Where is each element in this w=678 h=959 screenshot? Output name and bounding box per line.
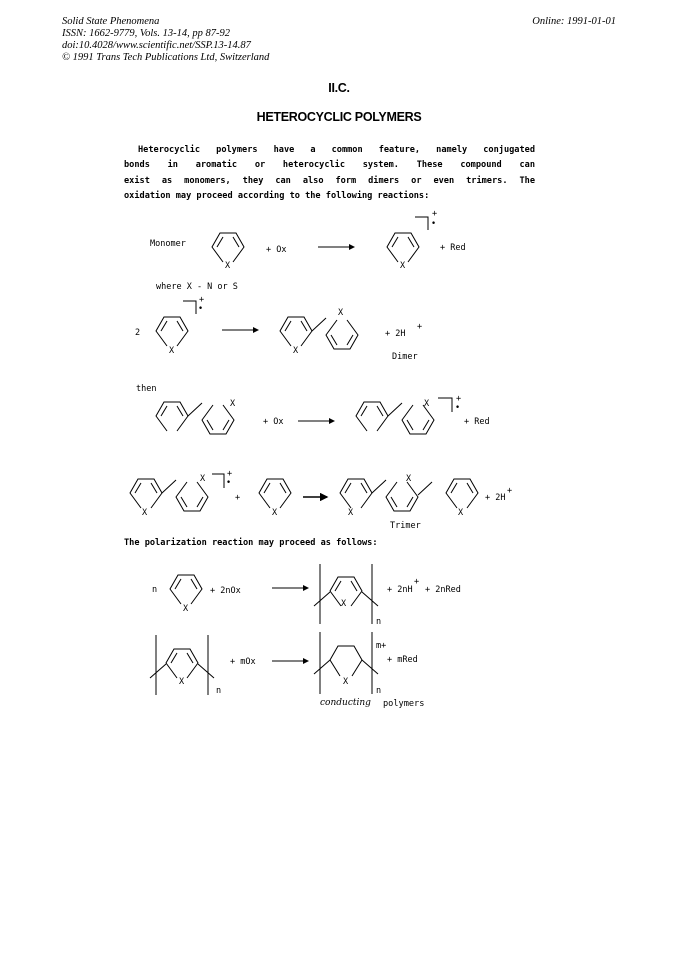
radical-dot: • (431, 219, 437, 229)
x-label: X (293, 346, 299, 356)
radical-dot: • (455, 403, 461, 413)
dimer-label: Dimer (392, 352, 418, 362)
x-label: X (406, 474, 412, 484)
charge-plus: + (227, 469, 233, 479)
dimer-ring-left (156, 402, 188, 431)
dimer-ring-right (326, 320, 358, 349)
charge-bracket (183, 301, 196, 314)
trimer-ring (130, 479, 162, 508)
ox-label: + Ox (263, 417, 284, 427)
x-label: X (179, 677, 185, 687)
dimer-ring-left (356, 402, 388, 431)
plus-mred-label: + mRed (387, 655, 418, 665)
charge-plus: + (432, 209, 438, 219)
journal-name: Solid State Phenomena (62, 16, 160, 27)
copyright-line: © 1991 Trans Tech Publications Ltd, Switzerland (62, 52, 270, 63)
trimer-label: Trimer (390, 521, 421, 531)
x-label: X (169, 346, 175, 356)
cation-ring (387, 233, 419, 262)
ox-label: + Ox (266, 245, 287, 255)
conducting-handwritten: conducting (320, 698, 371, 708)
intro-line: exist as monomers, they can also form dimers or even trimers. The (124, 175, 535, 186)
polymer-ring (330, 646, 362, 676)
monomer-ring (212, 233, 244, 262)
x-label: X (458, 508, 464, 518)
charge-plus: + (456, 394, 462, 404)
intro-line: oxidation may proceed according to the following reactions: (124, 190, 430, 201)
radical-dot: • (226, 478, 232, 488)
online-date: Online: 1991-01-01 (532, 16, 616, 27)
trimer-ring (176, 482, 208, 511)
coef-n: n (152, 585, 158, 595)
plus-label: + (235, 493, 241, 503)
issn-line: ISSN: 1662-9779, Vols. 13-14, pp 87-92 (62, 28, 230, 39)
plus-2nred-label: + 2nRed (425, 585, 461, 595)
charge-plus: + (417, 322, 423, 332)
red-label: + Red (464, 417, 490, 427)
x-label: X (424, 399, 430, 409)
cation-ring (259, 479, 291, 508)
x-label: X (142, 508, 148, 518)
x-label: X (200, 474, 206, 484)
x-label: X (400, 261, 406, 271)
charge-plus: + (414, 577, 420, 587)
trimer-ring (386, 482, 418, 511)
coef-2: 2 (135, 328, 141, 338)
x-label: X (341, 599, 347, 609)
coef-n: n (376, 686, 382, 696)
plus-2h-label: + 2H (485, 493, 506, 503)
x-label: X (338, 308, 344, 318)
coef-n: n (216, 686, 222, 696)
trimer-ring (446, 479, 478, 508)
plus-mox-label: + mOx (230, 657, 256, 667)
x-label: X (230, 399, 236, 409)
charge-plus: + (507, 486, 513, 496)
x-label: X (272, 508, 278, 518)
charge-bracket (212, 474, 224, 488)
trimer-ring (340, 479, 372, 508)
intro-line: Heterocyclic polymers have a common feature, namely conjugated (138, 145, 535, 155)
radical-dot: • (198, 304, 204, 314)
x-label: X (183, 604, 189, 614)
polarization-line: The polarization reaction may proceed as follows: (124, 538, 378, 548)
then-label: then (136, 384, 157, 394)
red-label: + Red (440, 243, 466, 253)
plus-2nh-label: + 2nH (387, 585, 413, 595)
polymers-label: polymers (383, 699, 425, 709)
dimer-ring-right (202, 405, 234, 434)
intro-line: bonds in aromatic or heterocyclic system. These compound can (124, 160, 535, 171)
x-label: X (348, 508, 354, 518)
dimer-ring-right (402, 405, 434, 434)
monomer-label: Monomer (150, 239, 186, 249)
section-number: II.C. (328, 81, 350, 95)
charge-bracket (415, 217, 428, 230)
dimer-ring-left (280, 317, 312, 346)
charge-plus: + (199, 295, 205, 305)
cation-ring (156, 317, 188, 346)
section-title: HETEROCYCLIC POLYMERS (256, 110, 422, 124)
plus-2h-label: + 2H (385, 329, 406, 339)
plus-2nox-label: + 2nOx (210, 586, 241, 596)
polymer-ring (166, 649, 198, 678)
x-label: X (225, 261, 231, 271)
where-label: where X - N or S (156, 282, 238, 292)
m-plus-label: m+ (376, 641, 387, 651)
monomer-ring (170, 575, 202, 604)
x-label: X (343, 677, 349, 687)
charge-bracket (438, 398, 452, 412)
doi-line: doi:10.4028/www.scientific.net/SSP.13-14.87 (62, 40, 251, 51)
coef-n: n (376, 617, 382, 627)
